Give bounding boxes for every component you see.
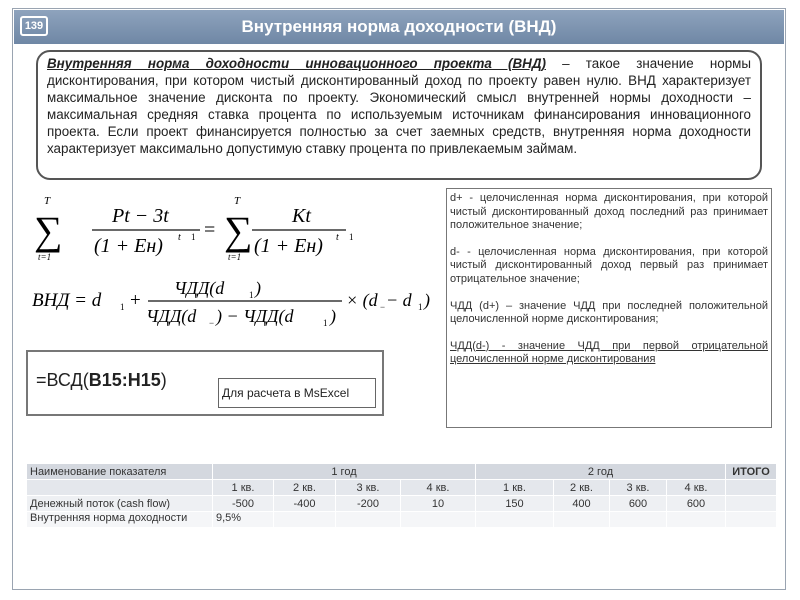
table-cell: 150 [476,496,554,512]
table-cell: 400 [554,496,610,512]
header-total: ИТОГО [726,464,777,480]
sum-sign-left: ∑ [34,208,63,253]
denominator-left: (1 + Eн) [94,235,163,257]
header-quarter: 1 кв. [213,480,274,496]
header-quarter: 2 кв. [554,480,610,496]
row-label: Внутренняя норма доходности [27,512,213,528]
table-cell: 10 [401,496,476,512]
table-row-irr [27,512,777,528]
irr-denominator-sub1: − [209,318,215,328]
note-d-plus: d+ - целочисленная норма дисконтирования, при которой чистый дисконтированный доход последний раз принимает положительное значение; [450,192,768,232]
irr-numerator-sub: 1 [249,290,254,300]
formula-irr-svg [30,272,430,336]
definition-text: – такое значение нормы дисконтирования, при котором чистый дисконтированный доход по проекту равен нулю. ВНД характеризует максимальное значение дисконта по проекту. Экономический смысл внутренней нормы доходности – максимальная средняя ставка процента по используемым источникам финансирования инновационного проекта. Если проект финансируется полностью за счет заемных средств, внутренняя норма доходности характеризует максимально допустимую ставку процента по привлекаемым займам. [47,56,751,156]
irr-times-sub: − [380,302,386,312]
slide-number: 139 [20,16,48,36]
table-cell: 600 [610,496,667,512]
irr-lhs-sub: 1 [120,302,125,312]
table-header-row-2 [27,480,777,496]
sum-top-right: T [234,195,241,207]
excel-formula-prefix: =ВСД( [36,370,89,390]
table-cell [476,512,554,528]
excel-formula-box [26,350,384,416]
header-blank [726,480,777,496]
exponent-left: t [178,232,181,243]
table-cell: -400 [274,496,336,512]
header-quarter: 1 кв. [476,480,554,496]
header-year-1: 1 год [213,464,476,480]
exponent-left-sub: 1 [191,232,196,242]
row-label: Денежный поток (cash flow) [27,496,213,512]
numerator-right: Kt [292,205,311,227]
exponent-right-sub: 1 [349,232,354,242]
page-title: Внутренняя норма доходности (ВНД) [241,17,557,36]
table-cell: 9,5% [213,512,274,528]
header-quarter: 3 кв. [336,480,401,496]
note-npv-d-minus: ЧДД(d-) - значение ЧДД при первой отрицательной целочисленной норме дисконтирования [450,339,768,366]
cash-flow-table [26,463,777,528]
irr-numerator-close: ) [255,278,261,298]
table-cell: -200 [336,496,401,512]
irr-denominator-mid: ) − ЧДД(d [216,306,294,326]
table-cell-total [726,496,777,512]
note-d-minus: d- - целочисленная норма дисконтирования, при которой чистый дисконтированный доход первый раз принимает отрицательное значение; [450,245,768,285]
irr-minus: − d [386,290,412,310]
irr-numerator: ЧДД(d [174,278,225,298]
excel-formula [36,370,167,391]
table-header-row-1 [27,464,777,480]
note-npv-d-plus: ЧДД (d+) – значение ЧДД при последней положительной целочисленной норме дисконтирования; [450,299,768,326]
equals-sign: = [204,219,216,241]
irr-plus: + [130,290,141,311]
exponent-right: t [336,232,339,243]
numerator-left: Pt − 3t [112,205,169,227]
irr-minus-sub: 1 [418,302,423,312]
notes-box [446,188,772,428]
sum-sign-right: ∑ [224,208,253,253]
irr-end: ) [424,290,430,310]
table-cell: 600 [667,496,726,512]
sum-bottom-right: t=1 [228,252,242,262]
header-quarter: 4 кв. [667,480,726,496]
excel-formula-suffix: ) [160,370,167,390]
excel-note: Для расчета в MsExcel [218,378,376,408]
table-cell [554,512,610,528]
definition-box [36,50,762,180]
header-blank [27,480,213,496]
slide-header [14,10,784,44]
header-year-2: 2 год [476,464,726,480]
table-row-cash-flow [27,496,777,512]
sum-bottom-left: t=1 [38,252,52,262]
table-cell: -500 [213,496,274,512]
formula-npv-svg [30,192,430,266]
irr-times: × (d [346,290,378,310]
header-quarter: 3 кв. [610,480,667,496]
header-indicator-name: Наименование показателя [27,464,213,480]
table-cell-total [726,512,777,528]
table-cell [610,512,667,528]
definition-term: Внутренняя норма доходности инновационного проекта (ВНД) [47,56,546,71]
header-quarter: 2 кв. [274,480,336,496]
irr-denominator: ЧДД(d [146,306,197,326]
table-cell [667,512,726,528]
irr-denominator-sub2: 1 [323,318,328,328]
excel-formula-range: B15:H15 [88,370,161,390]
formula-irr [30,272,430,336]
formula-npv-equation [30,192,430,266]
denominator-right: (1 + Eн) [254,235,323,257]
header-quarter: 4 кв. [401,480,476,496]
irr-denominator-close: ) [330,306,336,326]
table-cell [336,512,401,528]
sum-top-left: T [44,195,51,207]
table-cell [274,512,336,528]
irr-lhs: ВНД = d [32,290,102,311]
table-cell [401,512,476,528]
